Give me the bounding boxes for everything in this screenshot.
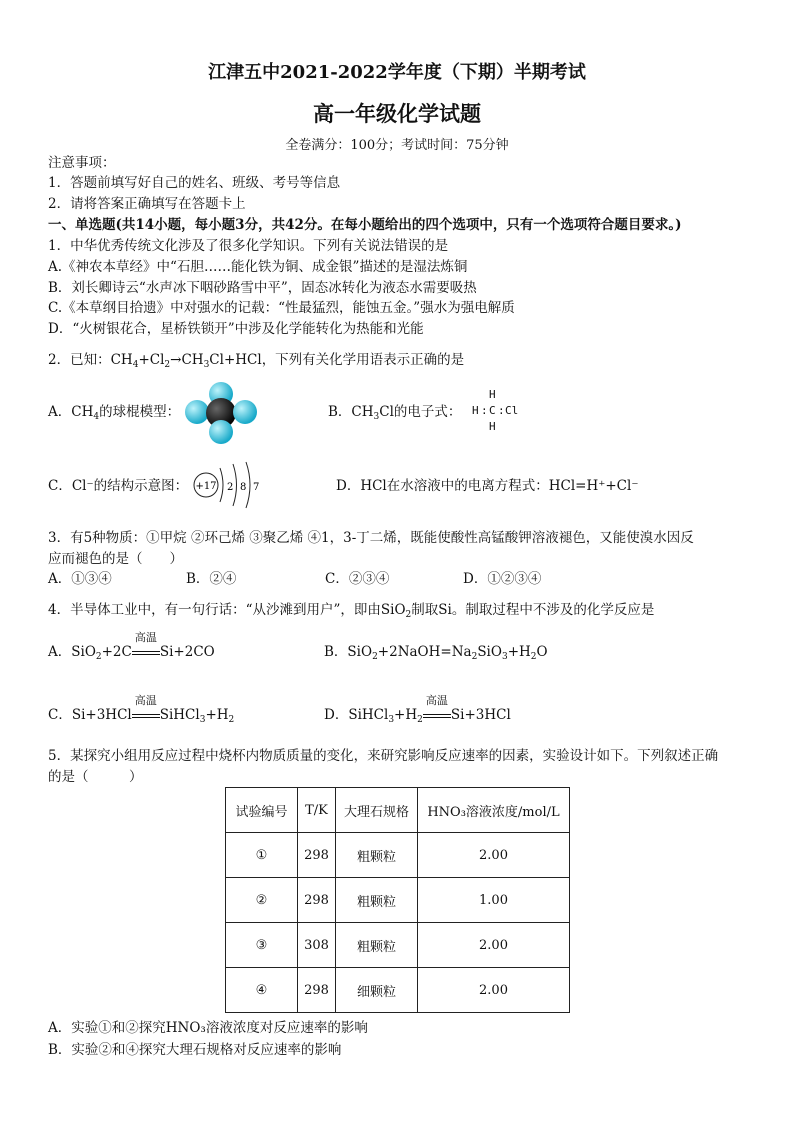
q3-option-c: C．②③④ [325,571,390,587]
table-cell: 粗颗粒 [336,923,418,968]
q3-option-b: B．②④ [186,571,237,587]
q2-option-d: D．HCl在水溶液中的电离方程式：HCl=H⁺+Cl⁻ [336,478,639,494]
q2-option-a: A．$CH_4$的球棍模型： [48,404,181,422]
q5-option-b: B．实验②和④探究大理石规格对反应速率的影响 [48,1042,342,1058]
experiment-table [225,787,570,1013]
table-cell: 2.00 [418,968,570,1013]
exam-title: 江津五中2021-2022学年度（下期）半期考试 [208,62,586,83]
q5-option-a: A．实验①和②探究HNO₃溶液浓度对反应速率的影响 [48,1020,368,1036]
nucleus-label: +17 [195,481,217,492]
table-cell: 粗颗粒 [336,878,418,923]
q3-option-a: A．①③④ [48,571,112,587]
q4-option-b: B．$SiO_2+2NaOH=Na_2SiO_3+H_2O$ [324,644,548,662]
q2-stem: 2．已知：$CH_4+Cl_2\to CH_3Cl+HCl$，下列有关化学用语表示正确的是 [48,352,465,370]
lewis-structure: H H : C : Cl H [472,388,519,433]
table-cell: 细颗粒 [336,968,418,1013]
column-header: HNO₃溶液浓度/mol/L [418,788,570,833]
shell-count: 2 [227,482,234,493]
column-header: 试验编号 [226,788,298,833]
table-cell: ③ [226,923,298,968]
q1-option-d: D．“火树银花合，星桥铁锁开”中涉及化学能转化为热能和光能 [48,321,424,337]
exam-info: 全卷满分：100分；考试时间：75分钟 [285,138,509,153]
table-cell: ① [226,833,298,878]
notes-heading: 注意事项： [48,155,116,171]
exam-subtitle: 高一年级化学试题 [313,101,481,126]
table-row [226,878,570,923]
q1-option-c: C.《本草纲目拾遗》中对强水的记载：“性最猛烈，能蚀五金。”强水为强电解质 [48,300,515,316]
table-cell: ② [226,878,298,923]
table-header-row [226,788,570,833]
shell-count: 7 [253,482,260,493]
q4-option-c: C．Si+3HCl 高温 $SiHCl_3+H_2$ [48,694,235,725]
table-cell: 粗颗粒 [336,833,418,878]
q1-stem: 1．中华优秀传统文化涉及了很多化学知识。下列有关说法错误的是 [48,238,449,254]
q1-option-a: A.《神农本草经》中“石胆……能化铁为铜、成金银”描述的是湿法炼铜 [48,259,468,275]
table-cell: ④ [226,968,298,1013]
q3-stem: 3．有5种物质：①甲烷 ②环己烯 ③聚乙烯 ④1，3-丁二烯，既能使酸性高锰酸钾溶液褪色，又能使溴水因反 [48,530,694,546]
shell-count: 8 [240,482,247,493]
q5-stem: 5．某探究小组用反应过程中烧杯内物质质量的变化，来研究影响反应速率的因素，实验设计如下。下列叙述正确 [48,748,719,764]
table-cell: 298 [298,878,336,923]
q3-stem-cont: 应而褪色的是（ ） [48,551,183,567]
ball-stick-model-icon [182,380,260,446]
atomic-structure-icon [192,460,260,510]
table-cell: 308 [298,923,336,968]
q5-stem-cont: 的是（ ） [48,769,143,785]
table-row [226,968,570,1013]
table-cell: 298 [298,968,336,1013]
note-item: 1．答题前填写好自己的姓名、班级、考号等信息 [48,175,341,191]
table-row [226,833,570,878]
q4-stem: 4．半导体工业中，有一句行话：“从沙滩到用户”，即由SiO$_2$制取Si。制取过程中不涉及的化学反应是 [48,602,655,620]
q4-option-d: D．$SiHCl_3+H_2$ 高温 Si+3HCl [324,694,511,725]
q2-option-b: B．$CH_3Cl$的电子式： [328,404,462,422]
q4-option-a: A．SiO$_2$+2C 高温 Si+2CO [48,631,215,662]
q3-option-d: D．①②③④ [463,571,542,587]
column-header: 大理石规格 [336,788,418,833]
section-heading: 一、单选题(共14小题，每小题3分，共42分。在每小题给出的四个选项中，只有一个选项符合题目要求。) [48,217,682,233]
table-cell: 298 [298,833,336,878]
q1-option-b: B．刘长卿诗云“水声冰下咽砂路雪中平”，固态冰转化为液态水需要吸热 [48,280,477,296]
table-cell: 2.00 [418,833,570,878]
table-row [226,923,570,968]
note-item: 2．请将答案正确填写在答题卡上 [48,196,246,212]
table-cell: 1.00 [418,878,570,923]
q2-option-c: C．Cl⁻的结构示意图： [48,478,189,494]
column-header: T/K [298,788,336,833]
table-cell: 2.00 [418,923,570,968]
